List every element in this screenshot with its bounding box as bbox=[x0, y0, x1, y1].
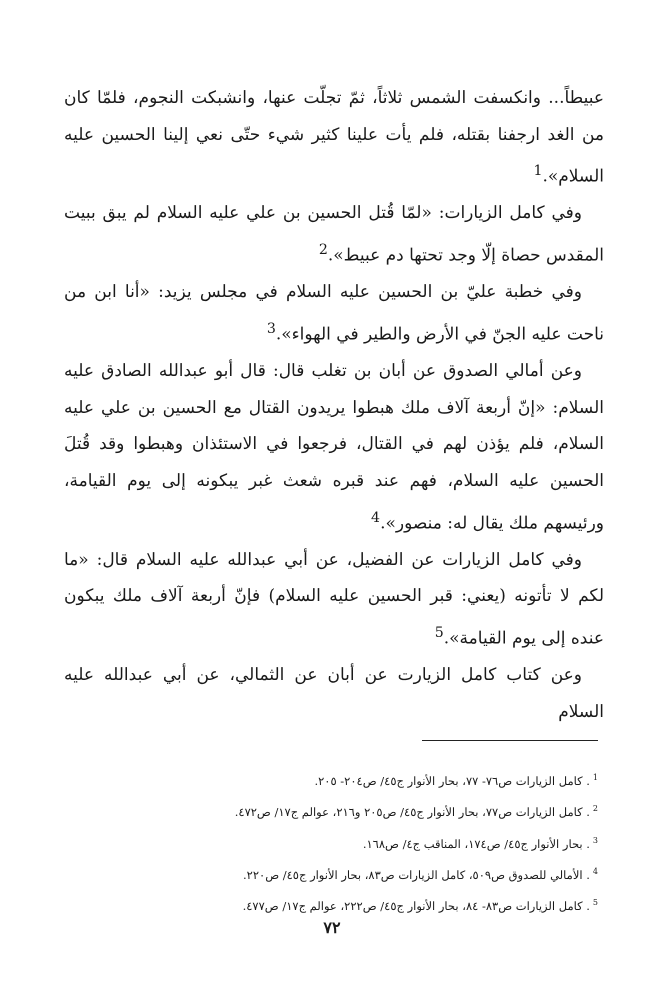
paragraph-1: عبيطاً... وانكسفت الشمس ثلاثاً، ثمّ تجلّت عنها، وانشبكت النجوم، فلمّا كان من الغد ارجفنا بقتله، فلم يأت علينا كثير شيء حتّى نعي إلينا الحسين عليه السلام».$^1$ bbox=[64, 88, 604, 187]
footnote-4: $^4$. الأمالي للصدوق ص٥٠٩، كامل الزيارات ص٨٣، بحار الأنوار ج٤٥/ ص٢٢٠. bbox=[243, 866, 598, 882]
footnote-ref-3: 3 bbox=[266, 320, 276, 337]
paragraph-6: وعن كتاب كامل الزيارت عن أبان عن الثمالي، عن أبي عبدالله عليه السلام bbox=[64, 665, 604, 722]
footnote-5: $^5$. كامل الزيارات ص٨٣- ٨٤، بحار الأنوار ج٤٥/ ص٢٢٢، عوالم ج١٧/ ص٤٧٧. bbox=[242, 898, 598, 914]
footnote-3: $^3$. بحار الأنوار ج٤٥/ ص١٧٤، المناقب ج٤/ ص١٦٨. bbox=[362, 835, 598, 851]
paragraph-5: وفي كامل الزيارات عن الفضيل، عن أبي عبدالله عليه السلام قال: «ما لكم لا تأتونه (يعني: قبر الحسين عليه السلام) فإنّ أربعة آلاف ملك يبكون عنده إلى يوم القيامة».$^5$ bbox=[64, 549, 604, 649]
footnote-ref-2: 2 bbox=[318, 242, 328, 259]
footnote-2: $^2$. كامل الزيارات ص٧٧، بحار الأنوار ج٤٥/ ص٢٠٥ و٢١٦، عوالم ج١٧/ ص٤٧٢. bbox=[234, 804, 598, 820]
footnotes bbox=[64, 764, 598, 921]
paragraph-2: وفي كامل الزيارات: «لمّا قُتل الحسين بن علي عليه السلام لم يبق ببيت المقدس حصاة إلّا وجد تحتها دم عبيط».$^2$ bbox=[64, 203, 604, 266]
footnote-ref-5: 5 bbox=[434, 624, 444, 641]
main-text bbox=[64, 80, 604, 730]
footnote-ref-1: 1 bbox=[533, 163, 543, 180]
footnote-ref-4: 4 bbox=[371, 509, 381, 526]
footnote-1: $^1$. كامل الزيارات ص٧٦- ٧٧، بحار الأنوار ج٤٥/ ص٢٠٤- ٢٠٥. bbox=[314, 773, 598, 788]
footnote-divider bbox=[422, 740, 598, 741]
paragraph-3: وفي خطبة عليّ بن الحسين عليه السلام في مجلس يزيد: «أنا ابن من ناحت عليه الجنّ في الأرض والطير في الهواء».$^3$ bbox=[64, 282, 604, 345]
paragraph-4: وعن أمالي الصدوق عن أبان بن تغلب قال: قال أبو عبدالله الصادق عليه السلام: «إنّ أربعة آلاف ملك هبطوا يريدون القتال مع الحسين بن علي عليه السلام، فلم يؤذن لهم في القتال، فرجعوا في الاستئذان وهبطوا وقد قُتلَ الحسين عليه السلام، فهم عند قبره شعث غبر يبكونه إلى يوم القيامة، ورئيسهم ملك يقال له: منصور».$^4$ bbox=[64, 361, 604, 534]
page-number: ٧٢ bbox=[323, 918, 341, 937]
